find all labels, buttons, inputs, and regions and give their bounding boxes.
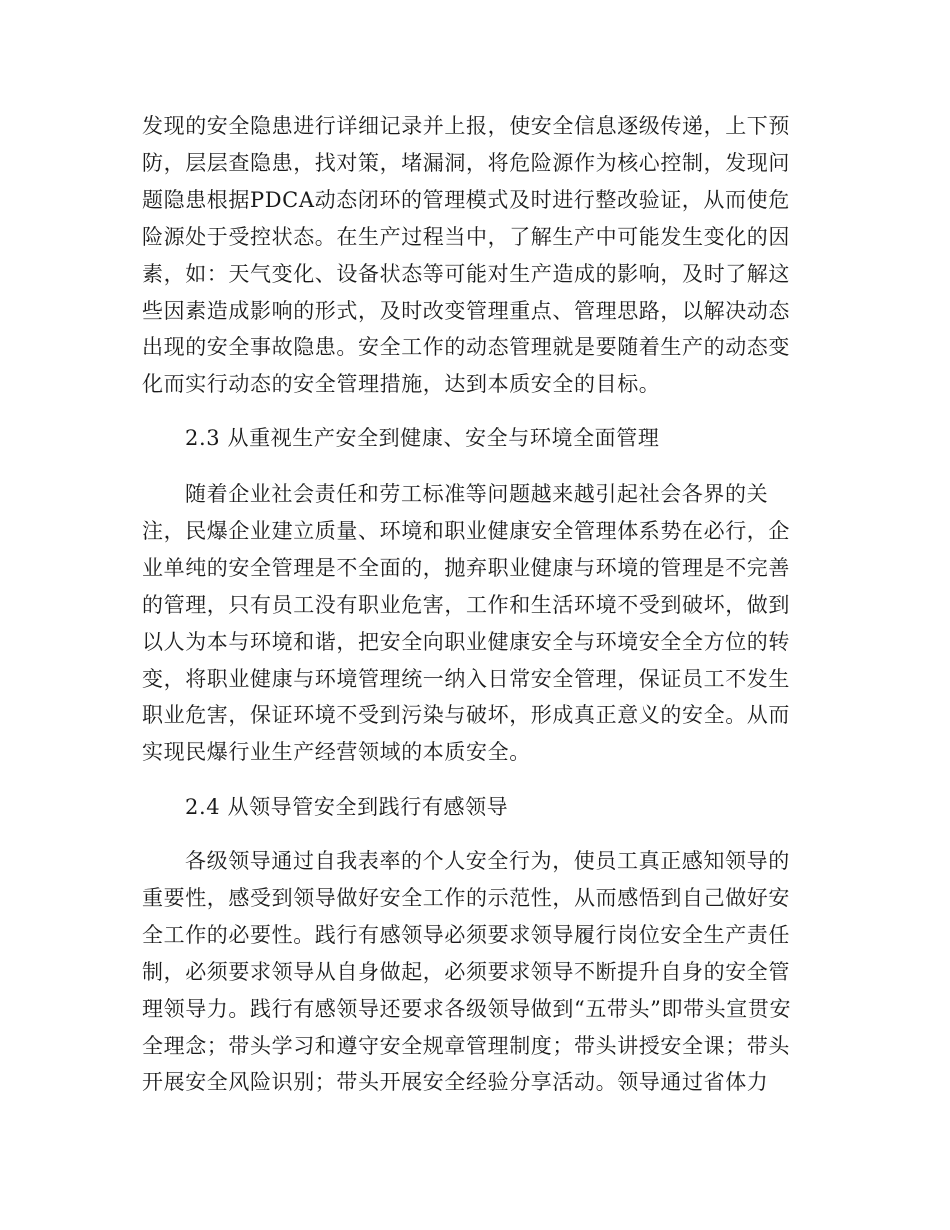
paragraph-hse-management: 随着企业社会责任和劳工标准等问题越来越引起社会各界的关注，民爆企业建立质量、环境和职业健康安全管理体系势在必行，企业单纯的安全管理是不全面的，抛弃职业健康与环境的管理是不完善的管理，只有员工没有职业危害，工作和生活环境不受到破坏，做到以人为本与环境和谐，把安全向职业健康安全与环境安全全方位的转变，将职业健康与环境管理统一纳入日常安全管理，保证员工不发生职业危害，保证环境不受到污染与破坏，形成真正意义的安全。从而实现民爆行业生产经营领域的本质安全。: [142, 482, 790, 765]
section-heading-2-4: 2.4 从领导管安全到践行有感领导: [185, 795, 509, 819]
paragraph-dynamic-management: 发现的安全隐患进行详细记录并上报，使安全信息逐级传递，上下预防，层层查隐患，找对策，堵漏洞，将危险源作为核心控制，发现问题隐患根据PDCA动态闭环的管理模式及时进行整改验证，从而使危险源处于受控状态。在生产过程当中，了解生产中可能发生变化的因素，如：天气变化、设备状态等可能对生产造成的影响，及时了解这些因素造成影响的形式，及时改变管理重点、管理思路，以解决动态出现的安全事故隐患。安全工作的动态管理就是要随着生产的动态变化而实行动态的安全管理措施，达到本质安全的目标。: [142, 114, 790, 397]
section-heading-2-3: 2.3 从重视生产安全到健康、安全与环境全面管理: [185, 426, 660, 450]
paragraph-felt-leadership: 各级领导通过自我表率的个人安全行为，使员工真正感知领导的重要性，感受到领导做好安全工作的示范性，从而感悟到自己做好安全工作的必要性。践行有感领导必须要求领导履行岗位安全生产责任制，必须要求领导从自身做起，必须要求领导不断提升自身的安全管理领导力。践行有感领导还要求各级领导做到“五带头”即带头宣贯安全理念；带头学习和遵守安全规章管理制度；带头讲授安全课；带头开展安全风险识别；带头开展安全经验分享活动。领导通过省体力: [142, 849, 792, 1095]
